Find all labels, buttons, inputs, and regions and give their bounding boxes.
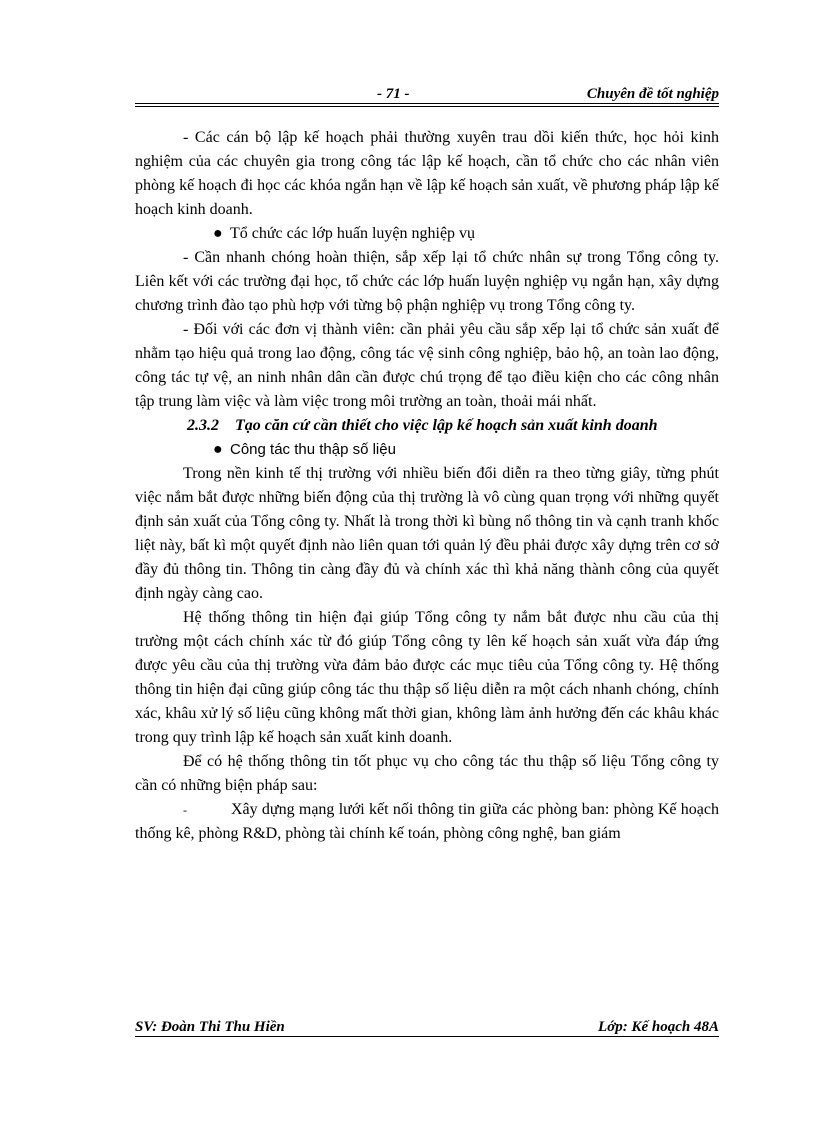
paragraph-member-units: - Đối với các đơn vị thành viên: cần phải yêu cầu sắp xếp lại tổ chức sản xuất để nhằm tạo hiệu quả trong lao động, công tác vệ sinh công nghiệp, bảo hộ, an toàn lao động, công tác tự vệ, an ninh nhân dân cần được chú trọng để tạo điều kiện cho các công nhân tập trung làm việc và làm việc trong môi trường an toàn, thoải mái nhất. — [135, 321, 719, 410]
paragraph-market-economy: Trong nền kinh tế thị trường với nhiều biến đổi diễn ra theo từng giây, từng phút việc nắm bắt được những biến động của thị trường là vô cùng quan trọng với những quyết định sản xuất của Tổng công ty. Nhất là trong thời kì bùng nổ thông tin và cạnh tranh khốc liệt này, bất kì một quyết định nào liên quan tới quản lý đều phải được xây dựng trên cơ sở đầy đủ thông tin. Thông tin càng đầy đủ và chính xác thì khả năng thành công của quyết định ngày càng cao. — [135, 465, 719, 602]
header-rule-secondary — [135, 106, 719, 107]
page-header — [135, 86, 719, 108]
document-title: Chuyên đề tốt nghiệp — [586, 86, 719, 102]
paragraph-personnel: - Cần nhanh chóng hoàn thiện, sắp xếp lại tổ chức nhân sự trong Tổng công ty. Liên kết với các trường đại học, tổ chức các lớp huấn luyện nghiệp vụ ngắn hạn, xây dựng chương trình đào tạo phù hợp với từng bộ phận nghiệp vụ trong Tổng công ty. — [135, 249, 719, 314]
page-body — [135, 126, 719, 846]
section-title: Tạo căn cứ cần thiết cho việc lập kế hoạch sản xuất kinh doanh — [235, 417, 658, 434]
bullet-item-training-courses — [135, 222, 719, 246]
bullet-text: Công tác thu thập số liệu — [230, 441, 396, 458]
header-rule — [135, 103, 719, 104]
bullet-item-data-collection — [135, 438, 719, 462]
section-heading — [135, 414, 719, 438]
dash-marker: - — [183, 803, 187, 817]
paragraph-training-staff: - Các cán bộ lập kế hoạch phải thường xuyên trau dồi kiến thức, học hỏi kinh nghiệm của các chuyên gia trong công tác lập kế hoạch, cần tổ chức cho các nhân viên phòng kế hoạch đi học các khóa ngắn hạn về lập kế hoạch sản xuất, về phương pháp lập kế hoạch kinh doanh. — [135, 129, 719, 218]
dash-item-text: Xây dựng mạng lưới kết nối thông tin giữa các phòng ban: phòng Kế hoạch thống kê, phòng R&D, phòng tài chính kế toán, phòng công nghệ, ban giám — [135, 801, 719, 842]
paragraph-measures-intro: Để có hệ thống thông tin tốt phục vụ cho công tác thu thập số liệu Tổng công ty cần có những biện pháp sau: — [135, 753, 719, 794]
footer-class: Lớp: Kế hoạch 48A — [427, 1019, 719, 1037]
bullet-icon: ● — [213, 441, 223, 458]
section-number: 2.3.2 — [187, 417, 219, 434]
bullet-text: Tổ chức các lớp huấn luyện nghiệp vụ — [230, 225, 476, 242]
paragraph-information-system: Hệ thống thông tin hiện đại giúp Tổng công ty nắm bắt được nhu cầu của thị trường một cách chính xác từ đó giúp Tổng công ty lên kế hoạch sản xuất vừa đáp ứng được yêu cầu của thị trường vừa đảm bảo được các mục tiêu của Tổng công ty. Hệ thống thông tin hiện đại cũng giúp công tác thu thập số liệu diễn ra một cách nhanh chóng, chính xác, khâu xử lý số liệu cũng không mất thời gian, không làm ảnh hưởng đến các khâu khác trong quy trình lập kế hoạch sản xuất kinh doanh. — [135, 609, 719, 746]
bullet-icon: ● — [213, 225, 223, 242]
dash-item-network — [135, 798, 719, 846]
page-number: - 71 - — [377, 86, 410, 102]
footer-student: SV: Đoàn Thi Thu Hiền — [135, 1019, 427, 1037]
page-footer — [135, 1019, 719, 1041]
